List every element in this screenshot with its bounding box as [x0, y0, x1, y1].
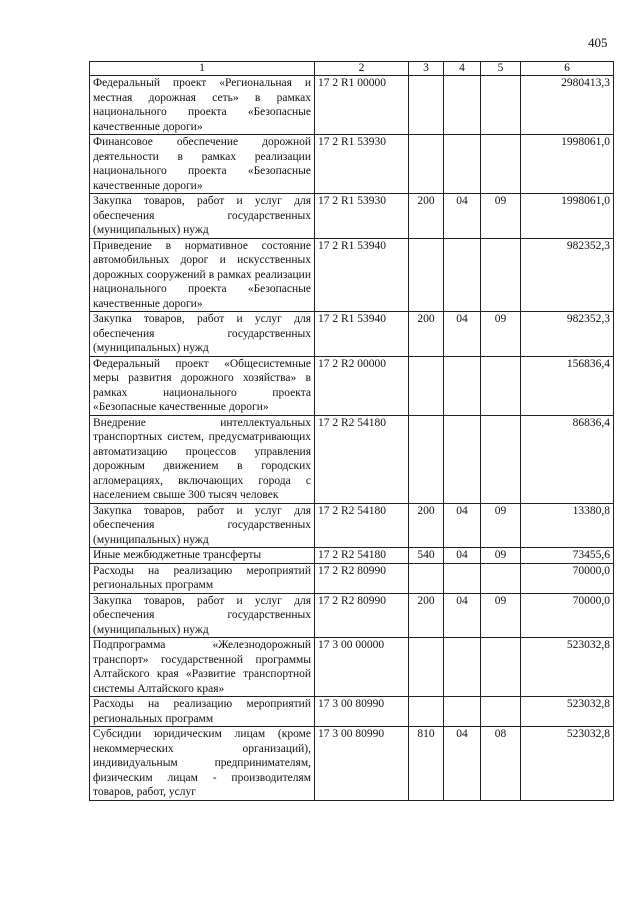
table-row	[90, 312, 614, 357]
row-amount-cell: 982352,3	[521, 312, 614, 357]
table-row	[90, 563, 614, 593]
row-expense-type-cell	[409, 76, 444, 135]
column-header-2: 2	[315, 62, 409, 76]
table-row	[90, 415, 614, 503]
row-amount-cell: 70000,0	[521, 593, 614, 638]
header-row	[90, 62, 614, 76]
row-code-cell: 17 2 R2 54180	[315, 503, 409, 548]
row-expense-type-cell: 200	[409, 312, 444, 357]
row-section-cell	[444, 238, 481, 312]
row-subsection-cell	[481, 563, 521, 593]
row-code-cell: 17 2 R1 53940	[315, 238, 409, 312]
row-section-cell: 04	[444, 503, 481, 548]
row-name-cell: Расходы на реализацию мероприятий региональных программ	[90, 697, 315, 727]
row-name-cell: Закупка товаров, работ и услуг для обеспечения государственных (муниципальных) нужд	[90, 194, 315, 239]
row-name-cell: Внедрение интеллектуальных транспортных систем, предусматривающих автоматизацию процессов управления дорожным движением в городских агломерациях, включающих города с населением свыше 300 тысяч человек	[90, 415, 315, 503]
row-subsection-cell	[481, 356, 521, 415]
row-section-cell: 04	[444, 194, 481, 239]
row-expense-type-cell: 200	[409, 503, 444, 548]
row-expense-type-cell	[409, 563, 444, 593]
row-code-cell: 17 2 R1 53930	[315, 194, 409, 239]
row-subsection-cell: 09	[481, 548, 521, 564]
table-row	[90, 503, 614, 548]
row-code-cell: 17 2 R2 00000	[315, 356, 409, 415]
table-row	[90, 593, 614, 638]
row-expense-type-cell: 200	[409, 593, 444, 638]
row-expense-type-cell: 810	[409, 727, 444, 801]
column-header-1: 1	[90, 62, 315, 76]
row-name-cell: Субсидии юридическим лицам (кроме некоммерческих организаций), индивидуальным предпринимателям, физическим лицам - производителям товаров, работ, услуг	[90, 727, 315, 801]
row-section-cell	[444, 135, 481, 194]
row-section-cell	[444, 697, 481, 727]
row-subsection-cell	[481, 415, 521, 503]
row-code-cell: 17 2 R1 00000	[315, 76, 409, 135]
table-row	[90, 356, 614, 415]
row-amount-cell: 1998061,0	[521, 194, 614, 239]
column-header-6: 6	[521, 62, 614, 76]
table-row	[90, 194, 614, 239]
row-section-cell: 04	[444, 593, 481, 638]
table-row	[90, 238, 614, 312]
row-code-cell: 17 2 R2 80990	[315, 593, 409, 638]
row-amount-cell: 982352,3	[521, 238, 614, 312]
table-header	[90, 62, 614, 76]
row-subsection-cell: 08	[481, 727, 521, 801]
column-header-4: 4	[444, 62, 481, 76]
row-subsection-cell	[481, 638, 521, 697]
row-amount-cell: 86836,4	[521, 415, 614, 503]
row-section-cell	[444, 415, 481, 503]
row-name-cell: Иные межбюджетные трансферты	[90, 548, 315, 564]
row-expense-type-cell	[409, 697, 444, 727]
row-amount-cell: 156836,4	[521, 356, 614, 415]
row-name-cell: Финансовое обеспечение дорожной деятельности в рамках реализации национального проекта «Безопасные качественные дороги»	[90, 135, 315, 194]
row-code-cell: 17 2 R2 54180	[315, 415, 409, 503]
row-amount-cell: 2980413,3	[521, 76, 614, 135]
column-header-5: 5	[481, 62, 521, 76]
row-subsection-cell: 09	[481, 194, 521, 239]
table-row	[90, 135, 614, 194]
row-subsection-cell: 09	[481, 312, 521, 357]
row-code-cell: 17 3 00 00000	[315, 638, 409, 697]
row-subsection-cell	[481, 135, 521, 194]
row-code-cell: 17 2 R1 53930	[315, 135, 409, 194]
row-code-cell: 17 2 R1 53940	[315, 312, 409, 357]
row-expense-type-cell	[409, 415, 444, 503]
row-section-cell	[444, 638, 481, 697]
row-section-cell: 04	[444, 312, 481, 357]
row-section-cell	[444, 76, 481, 135]
column-header-3: 3	[409, 62, 444, 76]
row-code-cell: 17 3 00 80990	[315, 697, 409, 727]
row-name-cell: Приведение в нормативное состояние автомобильных дорог и искусственных дорожных сооружений в рамках реализации национального проекта «Безопасные качественные дороги»	[90, 238, 315, 312]
row-name-cell: Федеральный проект «Региональная и местная дорожная сеть» в рамках национального проекта «Безопасные качественные дороги»	[90, 76, 315, 135]
table-body	[90, 76, 614, 801]
row-amount-cell: 73455,6	[521, 548, 614, 564]
row-code-cell: 17 2 R2 54180	[315, 548, 409, 564]
row-amount-cell: 523032,8	[521, 727, 614, 801]
row-expense-type-cell: 200	[409, 194, 444, 239]
row-subsection-cell	[481, 238, 521, 312]
row-subsection-cell	[481, 76, 521, 135]
row-amount-cell: 523032,8	[521, 638, 614, 697]
row-expense-type-cell	[409, 638, 444, 697]
row-name-cell: Расходы на реализацию мероприятий региональных программ	[90, 563, 315, 593]
row-subsection-cell	[481, 697, 521, 727]
table-row	[90, 548, 614, 564]
row-name-cell: Подпрограмма «Железнодорожный транспорт» государственной программы Алтайского края «Развитие транспортной системы Алтайского края»	[90, 638, 315, 697]
table-row	[90, 76, 614, 135]
row-section-cell	[444, 563, 481, 593]
row-subsection-cell: 09	[481, 503, 521, 548]
row-amount-cell: 523032,8	[521, 697, 614, 727]
table-row	[90, 727, 614, 801]
row-amount-cell: 1998061,0	[521, 135, 614, 194]
row-name-cell: Закупка товаров, работ и услуг для обеспечения государственных (муниципальных) нужд	[90, 503, 315, 548]
table-row	[90, 638, 614, 697]
row-name-cell: Федеральный проект «Общесистемные меры развития дорожного хозяйства» в рамках национального проекта «Безопасные качественные дороги»	[90, 356, 315, 415]
row-amount-cell: 70000,0	[521, 563, 614, 593]
row-expense-type-cell: 540	[409, 548, 444, 564]
budget-table	[89, 61, 614, 801]
row-section-cell: 04	[444, 727, 481, 801]
row-subsection-cell: 09	[481, 593, 521, 638]
row-expense-type-cell	[409, 356, 444, 415]
row-section-cell: 04	[444, 548, 481, 564]
row-code-cell: 17 2 R2 80990	[315, 563, 409, 593]
row-name-cell: Закупка товаров, работ и услуг для обеспечения государственных (муниципальных) нужд	[90, 593, 315, 638]
page-number: 405	[588, 35, 608, 50]
row-amount-cell: 13380,8	[521, 503, 614, 548]
row-expense-type-cell	[409, 135, 444, 194]
row-expense-type-cell	[409, 238, 444, 312]
row-section-cell	[444, 356, 481, 415]
row-name-cell: Закупка товаров, работ и услуг для обеспечения государственных (муниципальных) нужд	[90, 312, 315, 357]
row-code-cell: 17 3 00 80990	[315, 727, 409, 801]
table-row	[90, 697, 614, 727]
